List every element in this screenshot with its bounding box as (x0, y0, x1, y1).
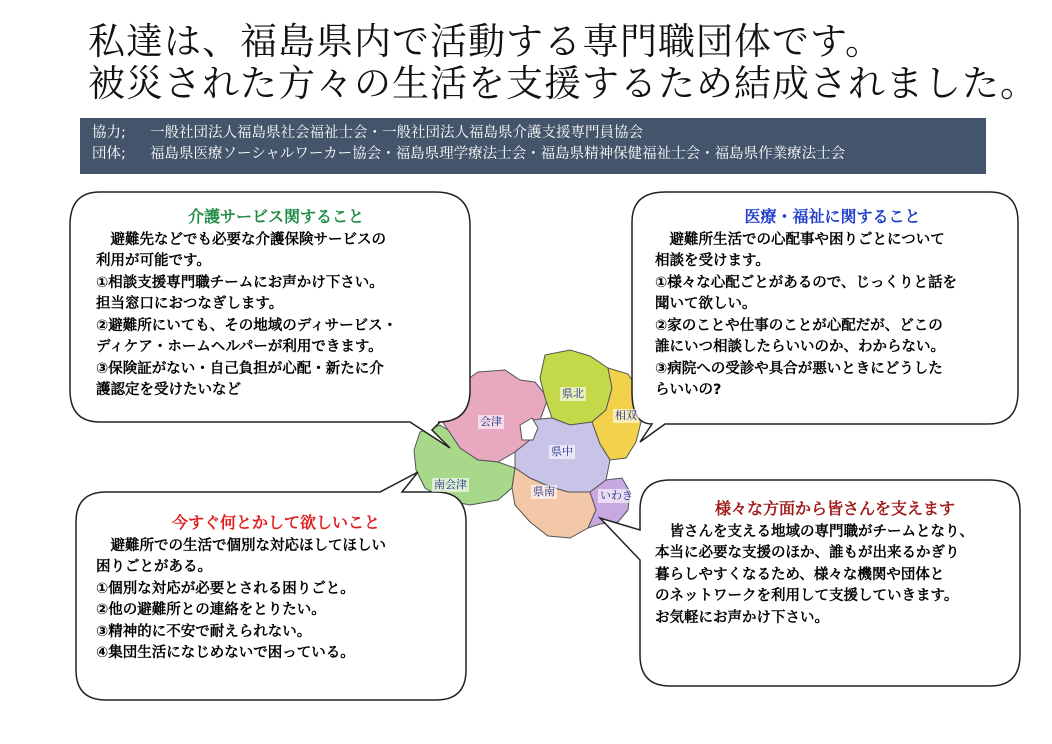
support-line: 皆さんを支える地域の専門職がチームとなり、 (655, 523, 974, 540)
map-label-kennan: 県南 (533, 485, 555, 498)
urgent-line: 困りごとがある。 (96, 559, 212, 575)
headline-line-1: 私達は、福島県内で活動する専門職団体です。 (88, 20, 884, 63)
care-line: 担当窓口におつなぎします。 (96, 296, 284, 312)
medical-line: 誰にいつ相談したらいいのか、わからない。 (655, 339, 945, 355)
care-line: ①相談支援専門職チームにお声かけ下さい。 (96, 274, 384, 291)
support-line: 暮らしやすくなるため、様々な機関や団体と (655, 566, 945, 583)
medical-line: 避難所生活での心配事や困りごとについて (655, 231, 945, 248)
medical-line: 相談を受けます。 (655, 253, 770, 269)
support-line: 本当に必要な支援のほか、誰もが出来るかぎり (655, 545, 960, 561)
medical-box (655, 206, 1010, 402)
support-title: 様々な方面から皆さんを支えます (714, 499, 955, 518)
care-line: ディケア・ホームヘルパーが利用できます。 (96, 339, 383, 355)
care-line: 避難先などでも必要な介護保険サービスの (96, 231, 386, 248)
support-box (655, 498, 1015, 629)
urgent-line: ④集団生活になじめないで困っている。 (96, 645, 355, 661)
care-title: 介護サービス関すること (187, 207, 364, 226)
urgent-line: ①個別な対応が必要とされる困りごと。 (96, 580, 355, 597)
urgent-line: ②他の避難所との連絡をとりたい。 (96, 602, 326, 618)
care-line: ②避難所にいても、その地域のディサービス・ (96, 317, 398, 334)
headline-line-2: 被災された方々の生活を支援するため結成されました。 (88, 62, 1038, 105)
medical-line: ①様々な心配ごとがあるので、じっくりと話を (655, 274, 957, 291)
support-line: お気軽にお声かけ下さい。 (655, 609, 829, 626)
urgent-line: 避難所での生活で個別な対応ほしてほしい (96, 537, 386, 554)
urgent-line: ③精神的に不安で耐えられない。 (96, 623, 312, 640)
map-label-iwaki: いわき (600, 489, 633, 502)
map-label-kenchu: 県中 (551, 445, 573, 458)
support-line: のネットワークを利用して支援していきます。 (655, 588, 959, 604)
care-line: ③保険証がない・自己負担が心配・新たに介 (96, 360, 384, 377)
map-label-kenpoku: 県北 (562, 387, 584, 400)
medical-line: ②家のことや仕事のことが心配だが、どこの (655, 317, 943, 334)
groups-text: 福島県医療ソーシャルワーカー協会・福島県理学療法士会・福島県精神保健福祉士会・福島県作業療法士会 (150, 146, 846, 162)
groups-label: 団体; (92, 146, 126, 162)
medical-line: らいいの? (655, 382, 722, 398)
urgent-box (96, 512, 456, 665)
medical-line: ③病院への受診や具合が悪いときにどうした (655, 360, 943, 377)
map-label-minamiaizu: 南会津 (434, 478, 467, 491)
map-label-aizu: 会津 (480, 415, 502, 428)
care-line: 利用が可能です。 (96, 253, 211, 269)
care-box (96, 206, 456, 402)
map-label-souso: 相双 (615, 409, 637, 422)
care-line: 護認定を受けたいなど (96, 382, 241, 398)
cooperation-label: 協力; (92, 125, 126, 141)
urgent-title: 今すぐ何とかして欲しいこと (171, 513, 380, 532)
medical-title: 医療・福祉に関すること (744, 207, 921, 226)
medical-line: 聞いて欲しい。 (655, 296, 757, 312)
cooperation-text: 一般社団法人福島県社会福祉士会・一般社団法人福島県介護支援専門員協会 (150, 125, 643, 141)
